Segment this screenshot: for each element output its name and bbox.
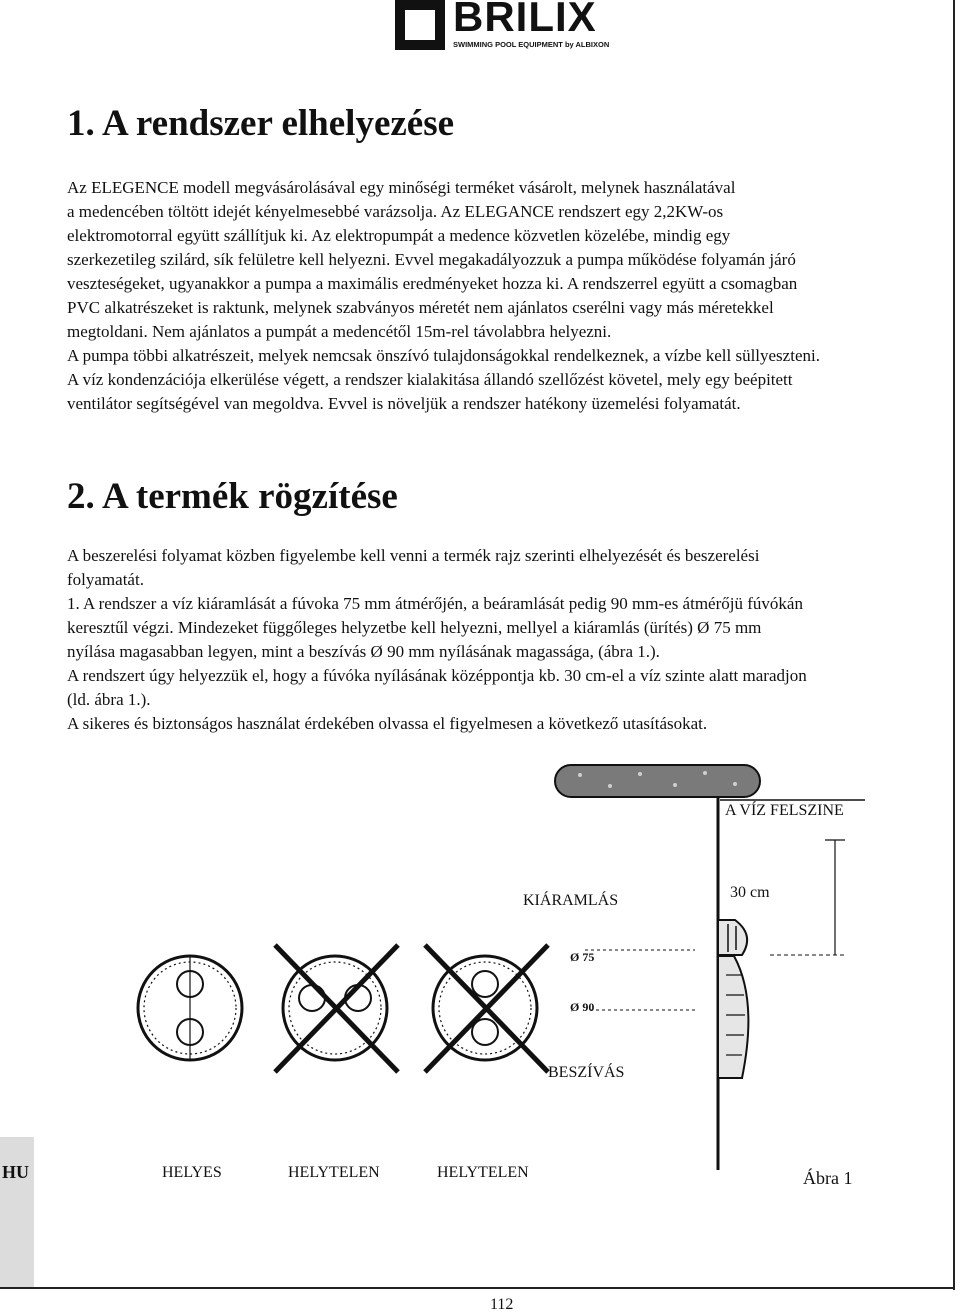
body-line: elektromotorral együtt szállítjuk ki. Az elektropumpát a medence közvetlen közelébe, mindig egy	[67, 226, 731, 245]
logo-tagline: SWIMMING POOL EQUIPMENT by ALBIXON	[453, 40, 610, 49]
body-line: a medencében töltött idejét kényelmesebbé varázsolja. Az ELEGANCE rendszert egy 2,2KW-os	[67, 202, 724, 221]
language-tab	[0, 1137, 34, 1287]
body-line: veszteségeket, ugyanakkor a pumpa a maximális eredményeket hozza ki. A rendszerrel együtt a csomagban	[67, 274, 798, 293]
body-line: A rendszert úgy helyezzük el, hogy a fúvóka nyílásának középpontja kb. 30 cm-el a víz szinte alatt maradjon	[67, 666, 807, 685]
brilix-logo	[395, 0, 610, 58]
body-line: 1. A rendszer a víz kiáramlását a fúvoka 75 mm átmérőjén, a beáramlását pedig 90 mm-es átmérőjü fúvókán	[67, 594, 803, 613]
language-label: HU	[2, 1162, 29, 1182]
installation-diagram	[130, 760, 870, 1190]
water-surface-label: A VÍZ FELSZINE	[725, 802, 844, 819]
body-line: folyamatát.	[67, 570, 144, 589]
page-border-bottom	[0, 1287, 955, 1289]
d90-label: Ø 90	[570, 1000, 595, 1014]
d75-label: Ø 75	[570, 950, 595, 964]
outflow-nozzle	[718, 920, 747, 955]
correct-label: HELYES	[162, 1164, 222, 1181]
logo-square-mark	[395, 0, 445, 50]
section-2-body	[67, 544, 937, 736]
wrong-label-2: HELYTELEN	[437, 1164, 529, 1181]
inflow-label: BESZÍVÁS	[548, 1064, 625, 1081]
correct-layout	[138, 956, 242, 1060]
body-line: A sikeres és biztonságos használat érdekében olvassa el figyelmesen a következő utasításokat.	[67, 714, 708, 733]
body-line: Az ELEGENCE modell megvásárolásával egy minőségi terméket vásárolt, melynek használatával	[67, 178, 736, 197]
outflow-label: KIÁRAMLÁS	[523, 892, 619, 909]
page-border-right	[953, 0, 955, 1290]
body-line: megtoldani. Nem ajánlatos a pumpát a medencétől 15m-rel távolabbra helyezni.	[67, 322, 612, 341]
wrong-layout-2	[425, 945, 548, 1072]
section-2-title: 2. A termék rögzítése	[67, 476, 398, 517]
wrong-layout-1	[275, 945, 398, 1072]
body-line: A beszerelési folyamat közben figyelembe kell venni a termék rajz szerinti elhelyezését és beszerelési	[67, 546, 760, 565]
body-line: PVC alkatrészeket is raktunk, melynek szabványos méretét nem ajánlatos cserélni vagy más méretekkel	[67, 298, 774, 317]
body-line: A víz kondenzációja elkerülése végett, a rendszer kialakitása állandó szellőzést követel, mely egy beépitett	[67, 370, 793, 389]
pool-coping	[555, 765, 760, 797]
body-line: A pumpa többi alkatrészeit, melyek nemcsak önszívó tulajdonságokkal rendelkeznek, a vízbe kell süllyeszteni.	[67, 346, 820, 365]
inflow-housing	[718, 956, 748, 1078]
body-line: nyílása magasabban legyen, mint a beszívás Ø 90 mm nyílásának magassága, (ábra 1.).	[67, 642, 660, 661]
section-1-title: 1. A rendszer elhelyezése	[67, 103, 455, 144]
logo-wordmark: BRILIX	[453, 0, 597, 40]
section-1-body	[67, 176, 937, 416]
figure-caption: Ábra 1	[803, 1168, 853, 1188]
wrong-label-1: HELYTELEN	[288, 1164, 380, 1181]
body-line: szerkezetileg szilárd, sík felületre kell helyezni. Evvel megakadályozzuk a pumpa működése folyamán járó	[67, 250, 796, 269]
dimension-label: 30 cm	[730, 884, 770, 901]
diagram-drawing	[130, 760, 870, 1190]
body-line: (ld. ábra 1.).	[67, 690, 151, 709]
body-line: ventilátor segítségével van megoldva. Evvel is növeljük a rendszer hatékony üzemelési folyamatát.	[67, 394, 741, 413]
body-line: keresztűl végzi. Mindezeket függőleges helyzetbe kell helyezni, mellyel a kiáramlás (ürítés) Ø 75 mm	[67, 618, 762, 637]
page-number: 112	[490, 1296, 514, 1313]
